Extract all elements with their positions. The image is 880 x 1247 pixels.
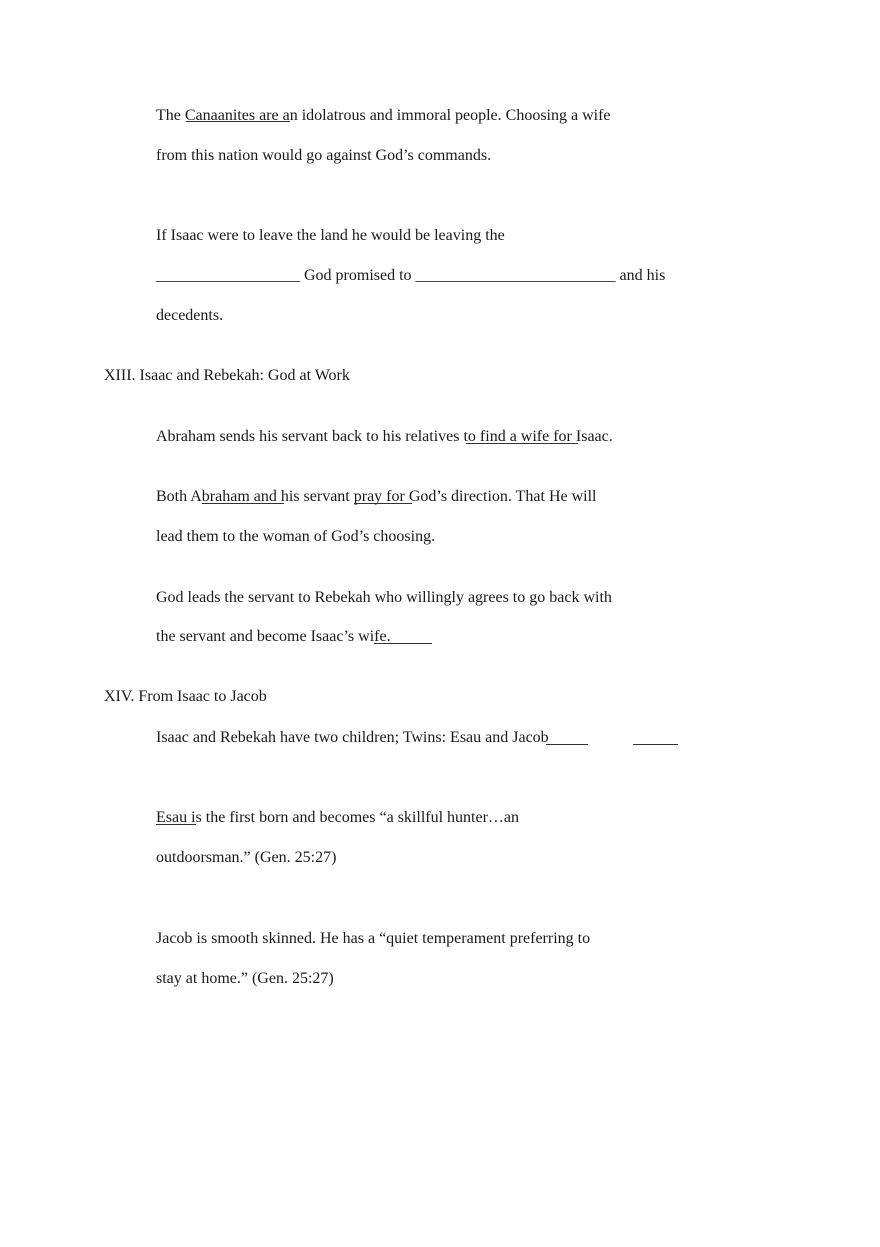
section-xiii-paragraph-3-line-1: God leads the servant to Rebekah who willingly agrees to go back with (156, 589, 612, 606)
section-xiv-paragraph-2-line-2: outdoorsman.” (Gen. 25:27) (156, 849, 337, 866)
intro-paragraph-2-line-2: __________________ God promised to _________________________ and his (156, 267, 666, 284)
underline-abraham-and (202, 503, 284, 504)
underline-to-find-a-wife (466, 443, 578, 444)
section-xiv-paragraph-1: Isaac and Rebekah have two children; Twins: Esau and Jacob (156, 729, 549, 746)
intro-paragraph-1-line-2: from this nation would go against God’s commands. (156, 147, 492, 164)
section-xiv-heading: XIV. From Isaac to Jacob (104, 688, 267, 705)
underline-jacob (546, 744, 588, 745)
underline-wife (374, 643, 432, 644)
blank-line (633, 744, 678, 745)
section-xiii-heading: XIII. Isaac and Rebekah: God at Work (104, 367, 350, 384)
section-xiv-paragraph-3-line-1: Jacob is smooth skinned. He has a “quiet temperament preferring to (156, 930, 591, 947)
section-xiii-paragraph-2-line-2: lead them to the woman of God’s choosing. (156, 528, 436, 545)
section-xiv-paragraph-3-line-2: stay at home.” (Gen. 25:27) (156, 970, 334, 987)
intro-paragraph-1-line-1: The Canaanites are an idolatrous and immoral people. Choosing a wife (156, 107, 611, 124)
intro-paragraph-2-line-3: decedents. (156, 307, 224, 324)
intro-paragraph-2-line-1: If Isaac were to leave the land he would be leaving the (156, 227, 505, 244)
underline-pray-for (354, 503, 412, 504)
section-xiii-paragraph-2-line-1: Both Abraham and his servant pray for God’s direction. That He will (156, 488, 597, 505)
section-xiv-paragraph-2-line-1: Esau is the first born and becomes “a skillful hunter…an (156, 809, 520, 826)
section-xiii-paragraph-3-line-2: the servant and become Isaac’s wife. (156, 628, 391, 645)
section-xiii-paragraph-1: Abraham sends his servant back to his relatives to find a wife for Isaac. (156, 428, 613, 445)
underline-canaanites (186, 121, 290, 122)
underline-esau (156, 824, 196, 825)
